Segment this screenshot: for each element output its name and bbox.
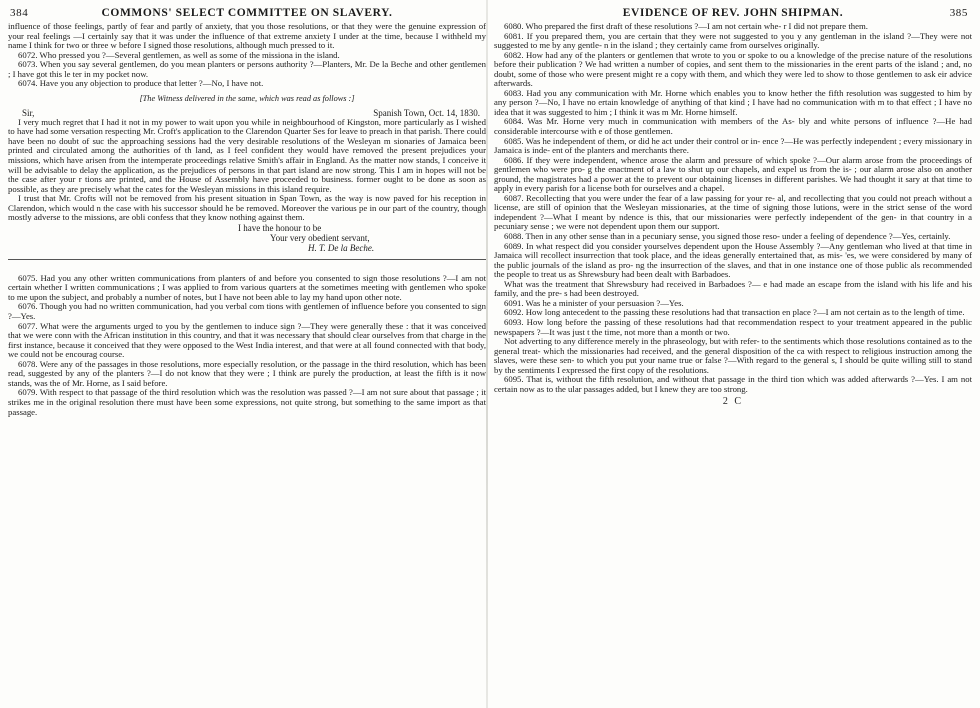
right-paragraph: 6095. That is, without the fifth resolution, and without that passage in the third tion which was added afterwards ?—Yes. I am not certain now as to the ular passages added, but I knew they are too strong. [494,374,972,394]
right-paragraph: 6087. Recollecting that you were under the fear of a law passing for your re- al, and recollecting that you could not preach without a license, are still of opinion that the Wesleyan missionaries, at the time of signing those lutions, were in the strict sense of the word independent ?—What I meant by ndence is this, that our missionaries were perfectly independent of the gen- in that country in a pecuniary sense ; we were not dependent upon them our support. [494,192,972,232]
left-paragraph: 6076. Though you had no written communication, had you verbal com tions with gentlemen of influence before you consented to sign ?—Yes. [8,301,486,322]
letter-signature: H. T. De la Beche. [308,242,375,253]
right-paragraph: 6093. How long before the passing of these resolutions had that recommendation respect to your treatment appeared in the public newspapers ?—It was just t the time, not more than a month or two. [494,316,972,337]
closing-line: I have the honour to be [238,222,322,233]
right-running-title: EVIDENCE OF REV. JOHN SHIPMAN. [622,7,844,19]
right-paragraph: 6084. Was Mr. Horne very much in communication with members of the As- bly and white persons of influence ?—He had considerable intercourse with e of those gentlemen. [494,116,972,137]
right-paragraph: 6085. Was he independent of them, or did he act under their control or in- ence ?—He was perfectly independent ; every missionary in Jamaica is inde- ent of the planters and merchants there. [494,135,972,156]
right-paragraph: What was the treatment that Shrewsbury had received in Barbadoes ?— e had made an escape from the island with his life and his family, and the pre- s had been destroyed. [494,278,972,299]
letter-paragraph: I trust that Mr. Crofts will not be removed from his present situation in Span Town, as the way is now paved for his reception in Clarendon, which would n the case with his successor should he be removed. Moreover the various pe in our part of the country, though mostly adverse to the missions, are obli confess that they know nothing against them. [8,193,486,223]
right-paragraph: 6080. Who prepared the first draft of these resolutions ?—I am not certain whe- r I did not prepare them. [504,21,868,31]
right-paragraph: 6089. In what respect did you consider yourselves dependent upon the House Assembly ?—Any gentleman who lived at that time in Jamaica will recollect insurrection that took place, and the ideas generally entertained that, as mis- 'es, we were considered by many of the public journals of the island as pro- ng the insurrection of the slaves, and that in one instance one of those public als recommended the people to treat us as Shrewsbury had been dealt with Barbadoes. [494,240,972,280]
right-page-header [494,0,972,22]
right-paragraph: 6083. Had you any communication with Mr. Horne which enables you to know hether the fifth resolution was suggested to him by any person ?—No, I have no ertain knowledge of anything of that kind ; I have had no communication with m to that effect ; I have no idea that it was suggested to him ; I think it was m Mr. Horne himself. [494,87,972,117]
book-gutter [486,0,488,708]
letter-intro: [The Witness delivered in the same, which was read as follows :] [139,93,355,103]
right-paragraph: 6081. If you prepared them, you are certain that they were not suggested to you y any gentleman in the island ?—They were not suggested to me by any gentle- n in the island ; they certainly came from ourselves originally. [494,30,972,51]
left-paragraph: 6075. Had you any other written communications from planters of and before you consented to sign those resolutions ?—I am not certain whether I written communications ; I was applied to from various quarters at the sometimes meeting with gentlemen who spoke to me upon the subject, and probably a number of notes, but I have not been able to lay my hand upon other note. [8,272,486,302]
right-page-number: 385 [949,7,968,19]
left-page [8,0,486,708]
left-paragraph: 6078. Were any of the passages in those resolutions, more especially resolution, or the passage in the third resolution, which has been read, suggested by any of the planters ?—I do not know that they were ; I think are purely the production, at least the fifth is it now stands, was the of Mr. Horne, as I said before. [8,358,486,388]
right-paragraph: 6088. Then in any other sense than in a pecuniary sense, you signed those reso- under a feeling of dependence ?—Yes, certainly. [504,231,951,242]
left-page-number: 384 [10,7,29,19]
letter-paragraph: I very much regret that I had it not in my power to wait upon you while in neighbourhood of Kingston, more particularly as I wished to have had some versation respecting Mr. Croft's application to the Clarendon Quarter Ses for leave to preach in that parish. There could have been no doubt of suc the approaching sessions had the very desirable resolutions of the Wesleyan m sionaries of Jamaica been printed and circulated among the authorities of th land, as I feel confident they would have removed the present prejudices your missions, which have arisen from the intemperate proceedings relative Smith's affair in England. As the matter now stands, I conceive it will be advisable to delay the application, as the prejudices of persons in that part island are now strong. This I am in hopes will not be the case after your r tions are printed, and the House of Assembly have proceeded to business. former ought to be done as soon as possible, as they are precisely what the cates for the Wesleyan missions in this island require. [8,116,486,194]
left-paragraph: 6072. Who pressed you ?—Several gentlemen, as well as some of the missiona in the island. [18,49,340,60]
closing-line: Your very obedient servant, [270,232,370,243]
right-paragraph: Not adverting to any difference merely in the phraseology, but with refer- to the sentiments which those resolutions contained as to the general treat- which the missionaries had received, and the general disposition of the ca with respect to religious instruction among the slaves, were these sen- to which you put your name true or false ?—With regard to the general s, I should be quite willing still to stand by the sentiments I expressed the first copy of the resolutions. [494,336,972,375]
left-paragraph: 6077. What were the arguments urged to you by the gentlemen to induce sign ?—They were generally these : that it was conceived that we were conn with the African institution in this country, and that it was necessary that should clear ourselves from that charge in the first instance, because it conceived that they were opposed to the West India interest, and that were at all found connected with that body, we could not be encourag course. [8,320,486,360]
left-paragraph: 6073. When you say several gentlemen, do you mean planters or persons authority ?—Planters, Mr. De la Beche and other gentlemen ; I have got this le ter in my pocket now. [8,59,486,79]
right-paragraph: 6092. How long antecedent to the passing these resolutions had that transaction en place ?—I am not certain as to the length of time. [504,307,965,318]
right-paragraph: 6082. How had any of the planters or gentlemen that wrote to you or spoke to ou a knowledge of the precise nature of the resolutions before their publication ? We had written a number of copies, and sent them to the missionaries in the erent parts of the island ; and, no doubt, some of those who were present might re a copy with them, and which they were led to show to those gentlemen to ask eir advice afterwards. [494,49,972,89]
section-divider [8,259,486,260]
letter-closing [8,223,486,253]
left-paragraph: 6074. Have you any objection to produce that letter ?—No, I have not. [18,78,264,89]
letter-salutation-row [8,108,486,118]
signature-mark: 2 C [722,396,744,408]
letter-place-date: Spanish Town, Oct. 14, 1830. [373,107,480,118]
left-page-header [8,0,486,22]
right-paragraph: 6091. Was he a minister of your persuasion ?—Yes. [504,297,684,308]
left-running-title: COMMONS' SELECT COMMITTEE ON SLAVERY. [101,7,393,19]
right-page [494,0,972,708]
letter-salutation: Sir, [22,107,35,118]
left-paragraph: influence of those feelings, partly of fear and partly of anxiety, that you those resolutions, or that they were the genuine expression of your real feelings —I certainly say that it was under the influence of that extreme anxiety I under at the time, because I withheld my name I think for two or three w before I signed those resolutions, although much pressed to it. [8,21,486,51]
left-paragraph: 6079. With respect to that passage of the third resolution which was the resolution was passed ?—I am not sure about that passage ; it strikes me in the original resolution there must have been some expressions, not quite strong, but something to the same import as that passage. [8,387,486,417]
right-paragraph: 6086. If they were independent, whence arose the alarm and pressure of which spoke ?—Our alarm arose from the proceedings of gentlemen who were pro- g the enactment of a law to shut up our chapels, and expel us from the is- ; our alarm arose also on another ground, the magistrates had a power at the to prevent our obtaining licenses in different parishes. We had thought it sary at that time to apply in every parish for a license both for ourselves and a chapel. [494,154,972,194]
